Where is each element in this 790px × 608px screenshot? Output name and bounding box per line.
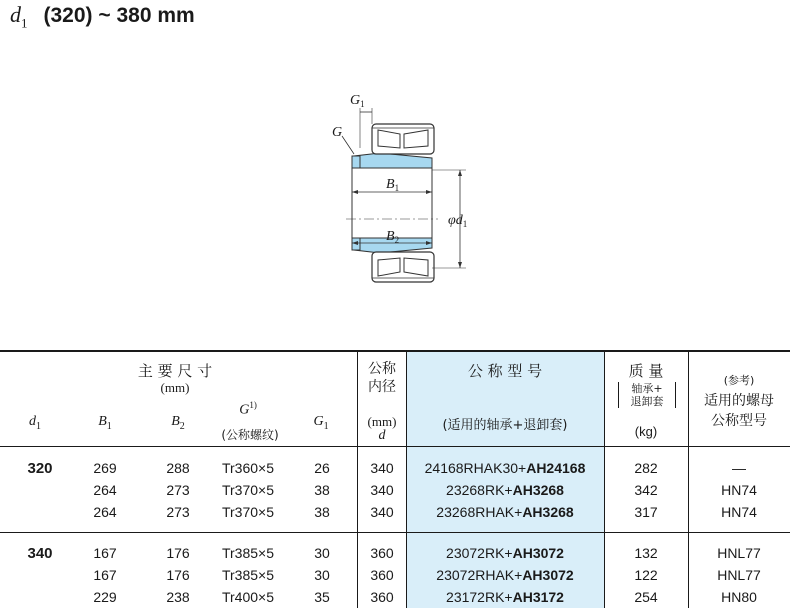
designation: 23172RK+AH3172 xyxy=(446,589,564,605)
header-main-dims: 主 要 尺 寸 xyxy=(137,362,213,380)
heading-symbol: $d_1$ xyxy=(10,2,28,31)
label-G: G xyxy=(332,125,343,140)
header-bottom-rule xyxy=(0,446,790,447)
thread-block-upper xyxy=(352,156,360,168)
dimensions-table: 主 要 尺 寸 (mm) $d_1$ $B_1$ $B_2$ $G^{1)}$ (公称螺纹) $G_1$ 公称 内径 (mm) d 公 称 型 号 (适用的轴承+退卸套) 质 量 轴承+ 退卸套 (kg) (参考) 适用的螺母 公称型号 320 269 288 Tr360×5 26 340 24168RHAK30+AH24168 282 — 264 273 Tr370×5 38 340 23268RK+AH3268 342 HN74 264 273 Tr370×5 38 340 23268RHAK+AH3268 317 HN74 340 167 176 Tr385×5 30 360 23072RK+AH3072 132 HNL77 167 176 Tr385×5 30 360 23072RHAK+AH3072 122 HNL77 229 238 Tr400×5 35 360 23172RK+AH3172 254 HN80 xyxy=(0,350,790,608)
header-bore-line2: 内径 xyxy=(368,379,396,395)
designation: 23072RK+AH3072 xyxy=(446,545,564,561)
label-B1: $B_1$ xyxy=(386,177,400,193)
header-G1: $G_1$ xyxy=(313,414,329,432)
header-main-dims-unit: (mm) xyxy=(160,380,190,395)
group-d1: 340 xyxy=(27,545,53,562)
designation: 23072RHAK+AH3072 xyxy=(436,567,574,583)
table-top-rule xyxy=(0,350,790,352)
bearing-sleeve-diagram xyxy=(320,88,480,320)
header-bore-line1: 公称 xyxy=(368,361,396,377)
header-bore-sym: d xyxy=(378,428,386,443)
designation: 23268RK+AH3268 xyxy=(446,482,564,498)
label-G1: $G_1$ xyxy=(350,93,365,109)
header-nut-line1: 适用的螺母 xyxy=(704,393,774,409)
header-designation-note: (适用的轴承+退卸套) xyxy=(442,418,568,433)
group-d1: 320 xyxy=(27,460,53,477)
designation: 24168RHAK30+AH24168 xyxy=(424,460,586,476)
header-B2: $B_2$ xyxy=(171,414,185,432)
designation: 23268RHAK+AH3268 xyxy=(436,504,574,520)
group-separator-rule xyxy=(0,532,790,533)
header-nut-line2: 公称型号 xyxy=(711,413,767,429)
header-ref: (参考) xyxy=(723,374,755,387)
header-G-note: (公称螺纹) xyxy=(221,428,279,442)
header-mass-unit: (kg) xyxy=(634,424,658,439)
header-G: $G^{1)}$ xyxy=(239,400,257,418)
header-B1: $B_1$ xyxy=(98,414,112,432)
page-heading xyxy=(10,2,195,30)
label-phi-d1: $\varphi d_1$ xyxy=(448,213,468,229)
header-bore-unit: (mm) xyxy=(367,414,397,429)
header-designation: 公 称 型 号 xyxy=(467,362,543,380)
header-mass-note: 轴承+ 退卸套 xyxy=(618,382,676,408)
label-B2: $B_2$ xyxy=(386,229,400,245)
header-d1: $d_1$ xyxy=(29,414,41,432)
heading-range: (320) ~ 380 mm xyxy=(43,4,195,27)
header-mass: 质 量 xyxy=(628,362,664,380)
sleeve-upper xyxy=(352,153,432,168)
